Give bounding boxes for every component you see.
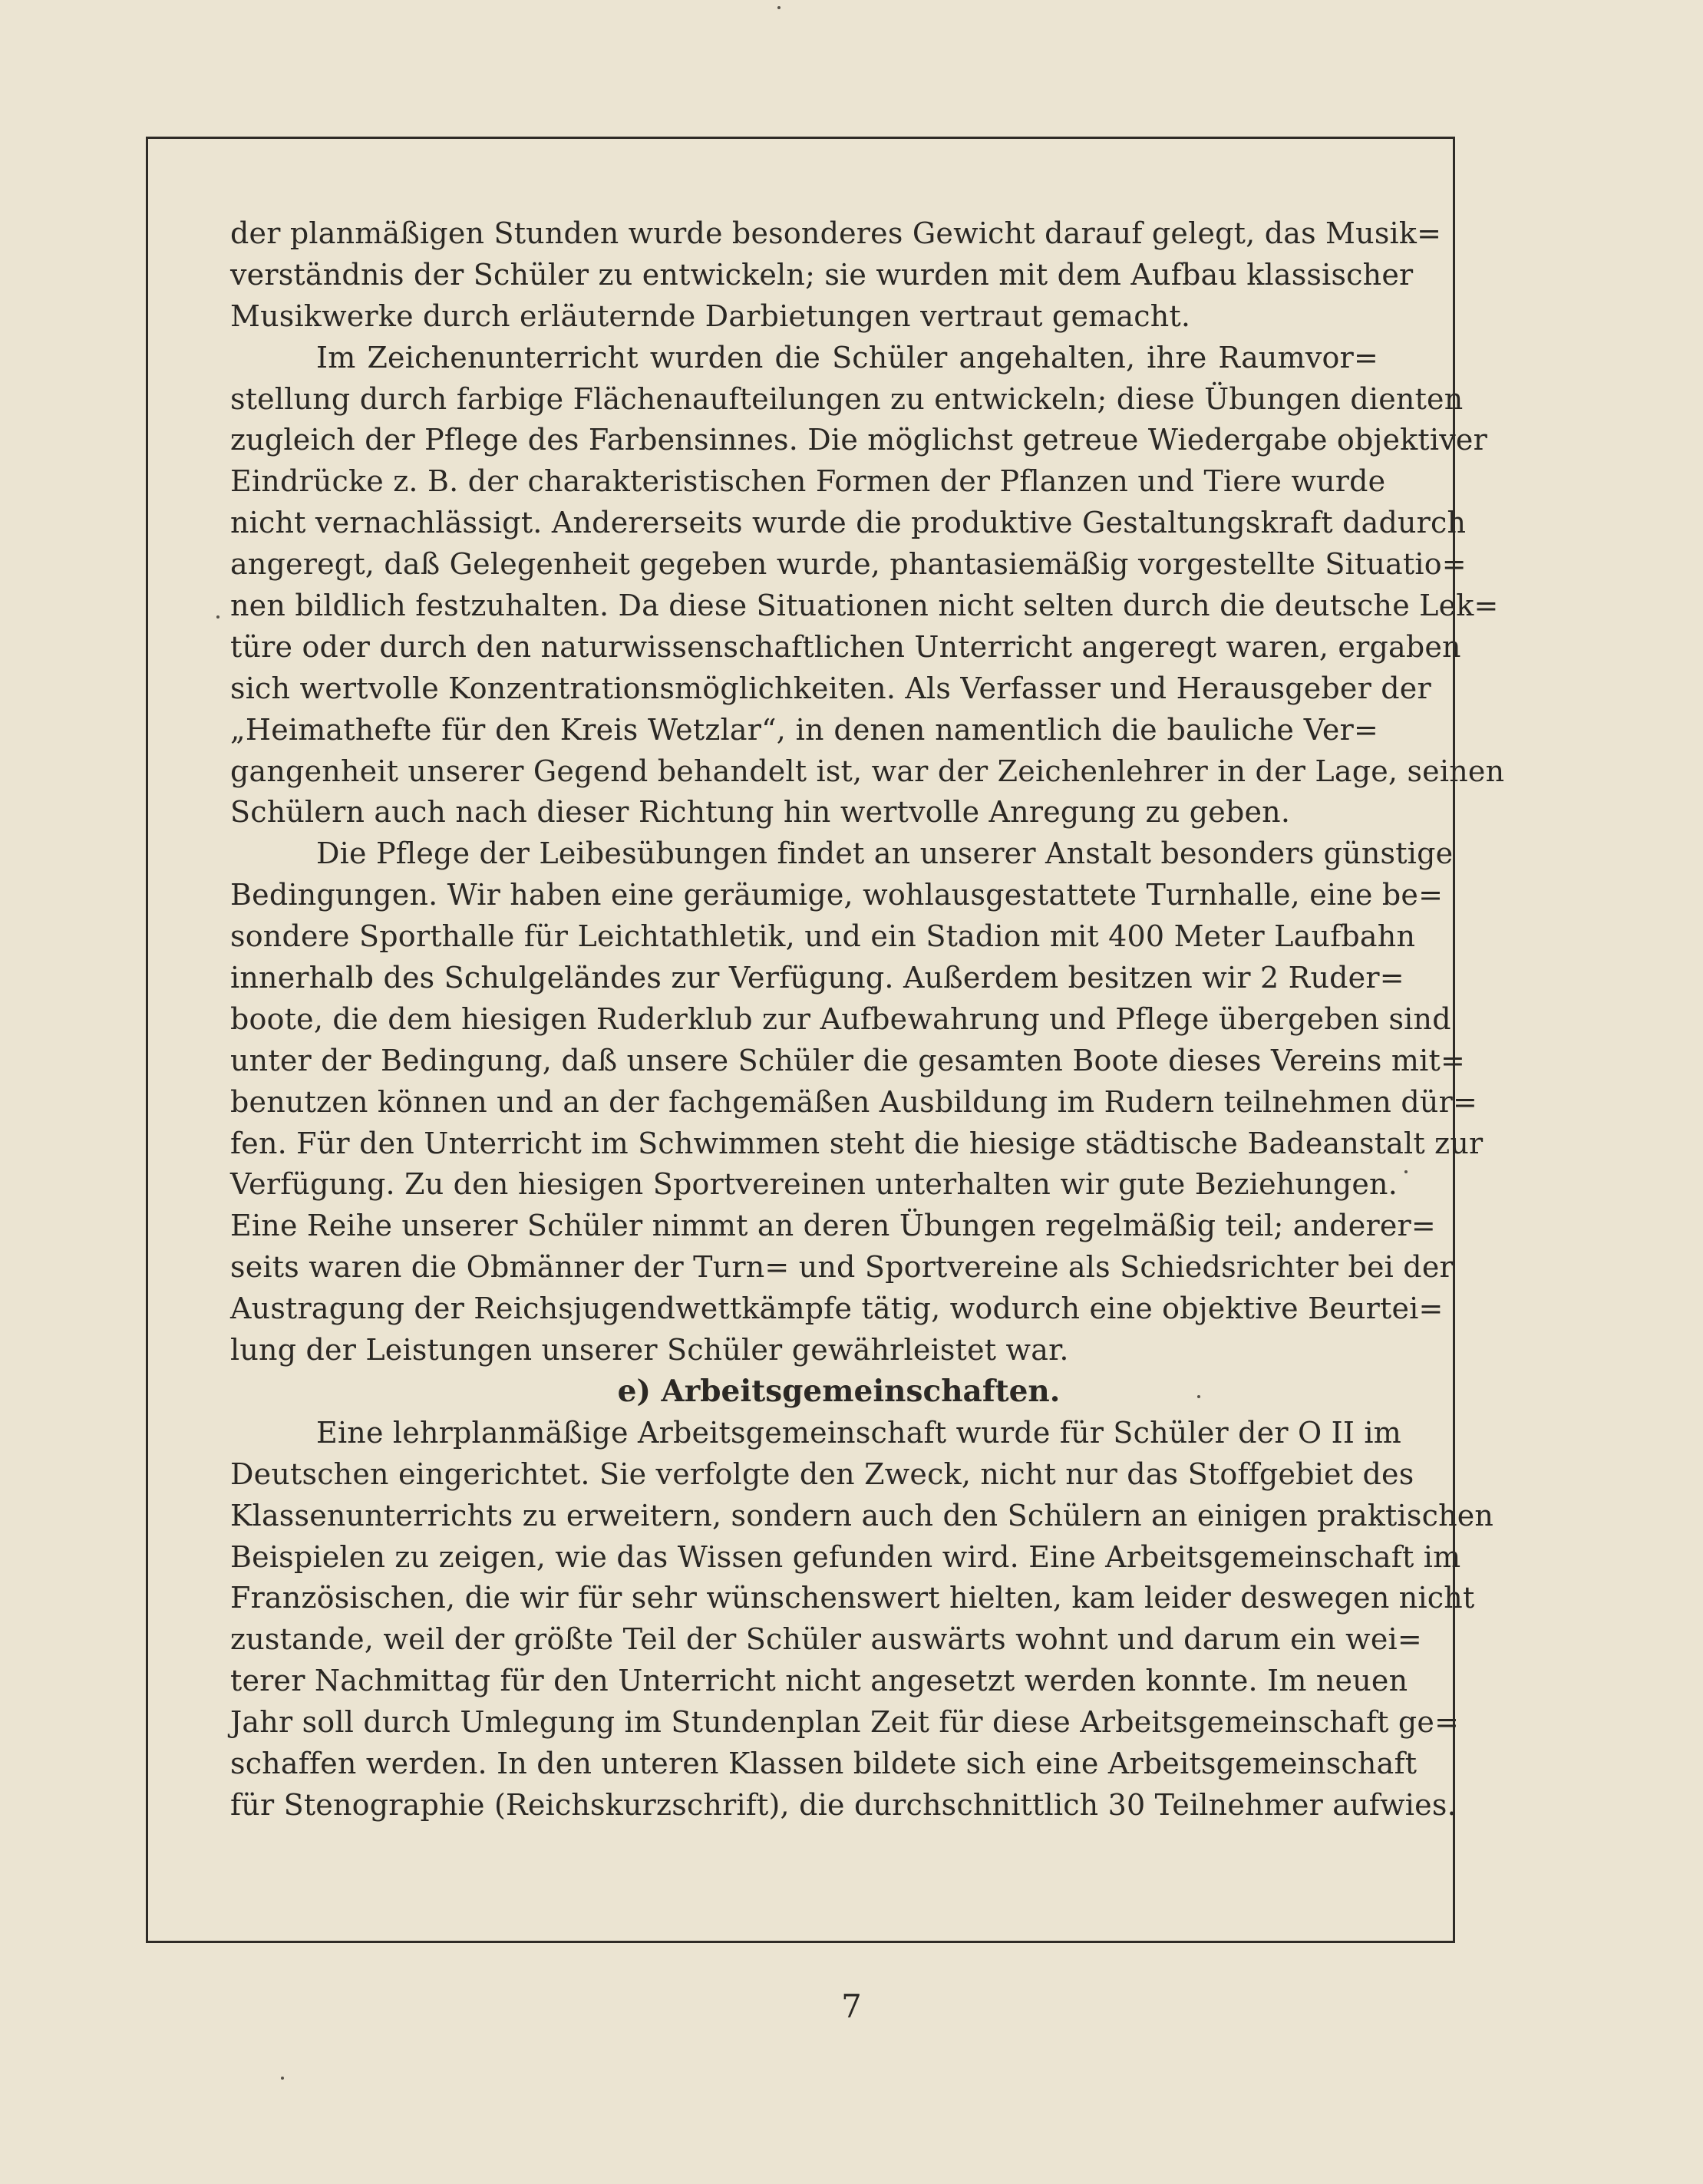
text-line: Eine Reihe unserer Schüler nimmt an deren Übungen regelmäßig teil; anderer=: [230, 1209, 1436, 1243]
text-line: sich wertvolle Konzentrationsmöglichkeiten. Als Verfasser und Herausgeber der: [230, 671, 1431, 705]
text-line: Deutschen eingerichtet. Sie verfolgte den Zweck, nicht nur das Stoffgebiet des: [230, 1457, 1414, 1491]
text-line: Eine lehrplanmäßige Arbeitsgemeinschaft wurde für Schüler der O II im: [316, 1415, 1401, 1450]
paragraph-drawing: [230, 338, 1505, 834]
paper-speck: [777, 6, 781, 9]
text-line: für Stenographie (Reichskurzschrift), die durchschnittlich 30 Teilnehmer aufwies.: [230, 1787, 1457, 1822]
text-line: Austragung der Reichsjugendwettkämpfe tätig, wodurch eine objektive Beurtei=: [230, 1292, 1444, 1326]
text-line: sondere Sporthalle für Leichtathletik, und ein Stadion mit 400 Meter Laufbahn: [230, 919, 1416, 954]
text-line: Beispielen zu zeigen, wie das Wissen gefunden wird. Eine Arbeitsgemeinschaft im: [230, 1539, 1461, 1574]
text-line: boote, die dem hiesigen Ruderklub zur Aufbewahrung und Pflege übergeben sind: [230, 1001, 1451, 1036]
text-line: innerhalb des Schulgeländes zur Verfügung. Außerdem besitzen wir 2 Ruder=: [230, 961, 1404, 995]
paper-speck: [1404, 1170, 1408, 1173]
text-line: zugleich der Pflege des Farbensinnes. Die möglichst getreue Wiedergabe objektiver: [230, 423, 1487, 457]
text-line: verständnis der Schüler zu entwickeln; sie wurden mit dem Aufbau klassischer: [230, 257, 1414, 292]
text-line: Schülern auch nach dieser Richtung hin wertvolle Anregung zu geben.: [230, 795, 1291, 830]
paper-speck: [281, 2077, 284, 2080]
text-line: nen bildlich festzuhalten. Da diese Situationen nicht selten durch die deutsche Lek=: [230, 589, 1499, 623]
text-line: Bedingungen. Wir haben eine geräumige, wohlausgestattete Turnhalle, eine be=: [230, 878, 1444, 912]
text-line: Eindrücke z. B. der charakteristischen Formen der Pflanzen und Tiere wurde: [230, 464, 1386, 499]
text-line: „Heimathefte für den Kreis Wetzlar“, in denen namentlich die bauliche Ver=: [230, 712, 1378, 747]
paragraph-working-groups: [230, 1413, 1494, 1826]
text-line: der planmäßigen Stunden wurde besonderes Gewicht darauf gelegt, das Musik=: [230, 216, 1442, 250]
page-number: 7: [841, 1988, 862, 2025]
text-line: Die Pflege der Leibesübungen findet an unserer Anstalt besonders günstige: [316, 836, 1454, 871]
paragraph-sports: [230, 833, 1484, 1371]
text-line: Französischen, die wir für sehr wünschenswert hielten, kam leider deswegen nicht: [230, 1581, 1475, 1615]
text-line: Im Zeichenunterricht wurden die Schüler angehalten, ihre Raumvor=: [316, 340, 1378, 374]
text-line: türe oder durch den naturwissenschaftlichen Unterricht angeregt waren, ergaben: [230, 629, 1461, 664]
text-line: nicht vernachlässigt. Andererseits wurde die produktive Gestaltungskraft dadurch: [230, 506, 1467, 540]
text-line: stellung durch farbige Flächenaufteilungen zu entwickeln; diese Übungen dienten: [230, 381, 1464, 416]
text-line: seits waren die Obmänner der Turn= und Sportvereine als Schiedsrichter bei der: [230, 1250, 1454, 1285]
text-line: zustande, weil der größte Teil der Schüler auswärts wohnt und darum ein wei=: [230, 1622, 1422, 1657]
text-line: angeregt, daß Gelegenheit gegeben wurde, phantasiemäßig vorgestellte Situatio=: [230, 547, 1467, 582]
paper-speck: [216, 615, 219, 619]
text-line: schaffen werden. In den unteren Klassen bildete sich eine Arbeitsgemeinschaft: [230, 1746, 1418, 1780]
text-line: Musikwerke durch erläuternde Darbietungen vertraut gemacht.: [230, 299, 1191, 333]
text-line: lung der Leistungen unserer Schüler gewährleistet war.: [230, 1333, 1069, 1367]
text-line: gangenheit unserer Gegend behandelt ist, war der Zeichenlehrer in der Lage, seinen: [230, 754, 1505, 788]
document-body: [230, 213, 1505, 1826]
text-line: Klassenunterrichts zu erweitern, sondern auch den Schülern an einigen praktischen: [230, 1498, 1494, 1532]
text-line: Verfügung. Zu den hiesigen Sportvereinen unterhalten wir gute Beziehungen.: [230, 1167, 1398, 1202]
text-line: benutzen können und an der fachgemäßen Ausbildung im Rudern teilnehmen dür=: [230, 1084, 1477, 1119]
section-heading: e) Arbeitsgemeinschaften.: [617, 1373, 1061, 1409]
text-line: fen. Für den Unterricht im Schwimmen steht die hiesige städtische Badeanstalt zur: [230, 1126, 1484, 1160]
paper-speck: [1197, 1395, 1200, 1398]
text-line: Jahr soll durch Umlegung im Stundenplan Zeit für diese Arbeitsgemeinschaft ge=: [230, 1705, 1460, 1740]
paragraph-music: [230, 213, 1442, 338]
text-line: unter der Bedingung, daß unsere Schüler die gesamten Boote dieses Vereins mit=: [230, 1043, 1466, 1077]
text-line: terer Nachmittag für den Unterricht nicht angesetzt werden konnte. Im neuen: [230, 1664, 1408, 1698]
